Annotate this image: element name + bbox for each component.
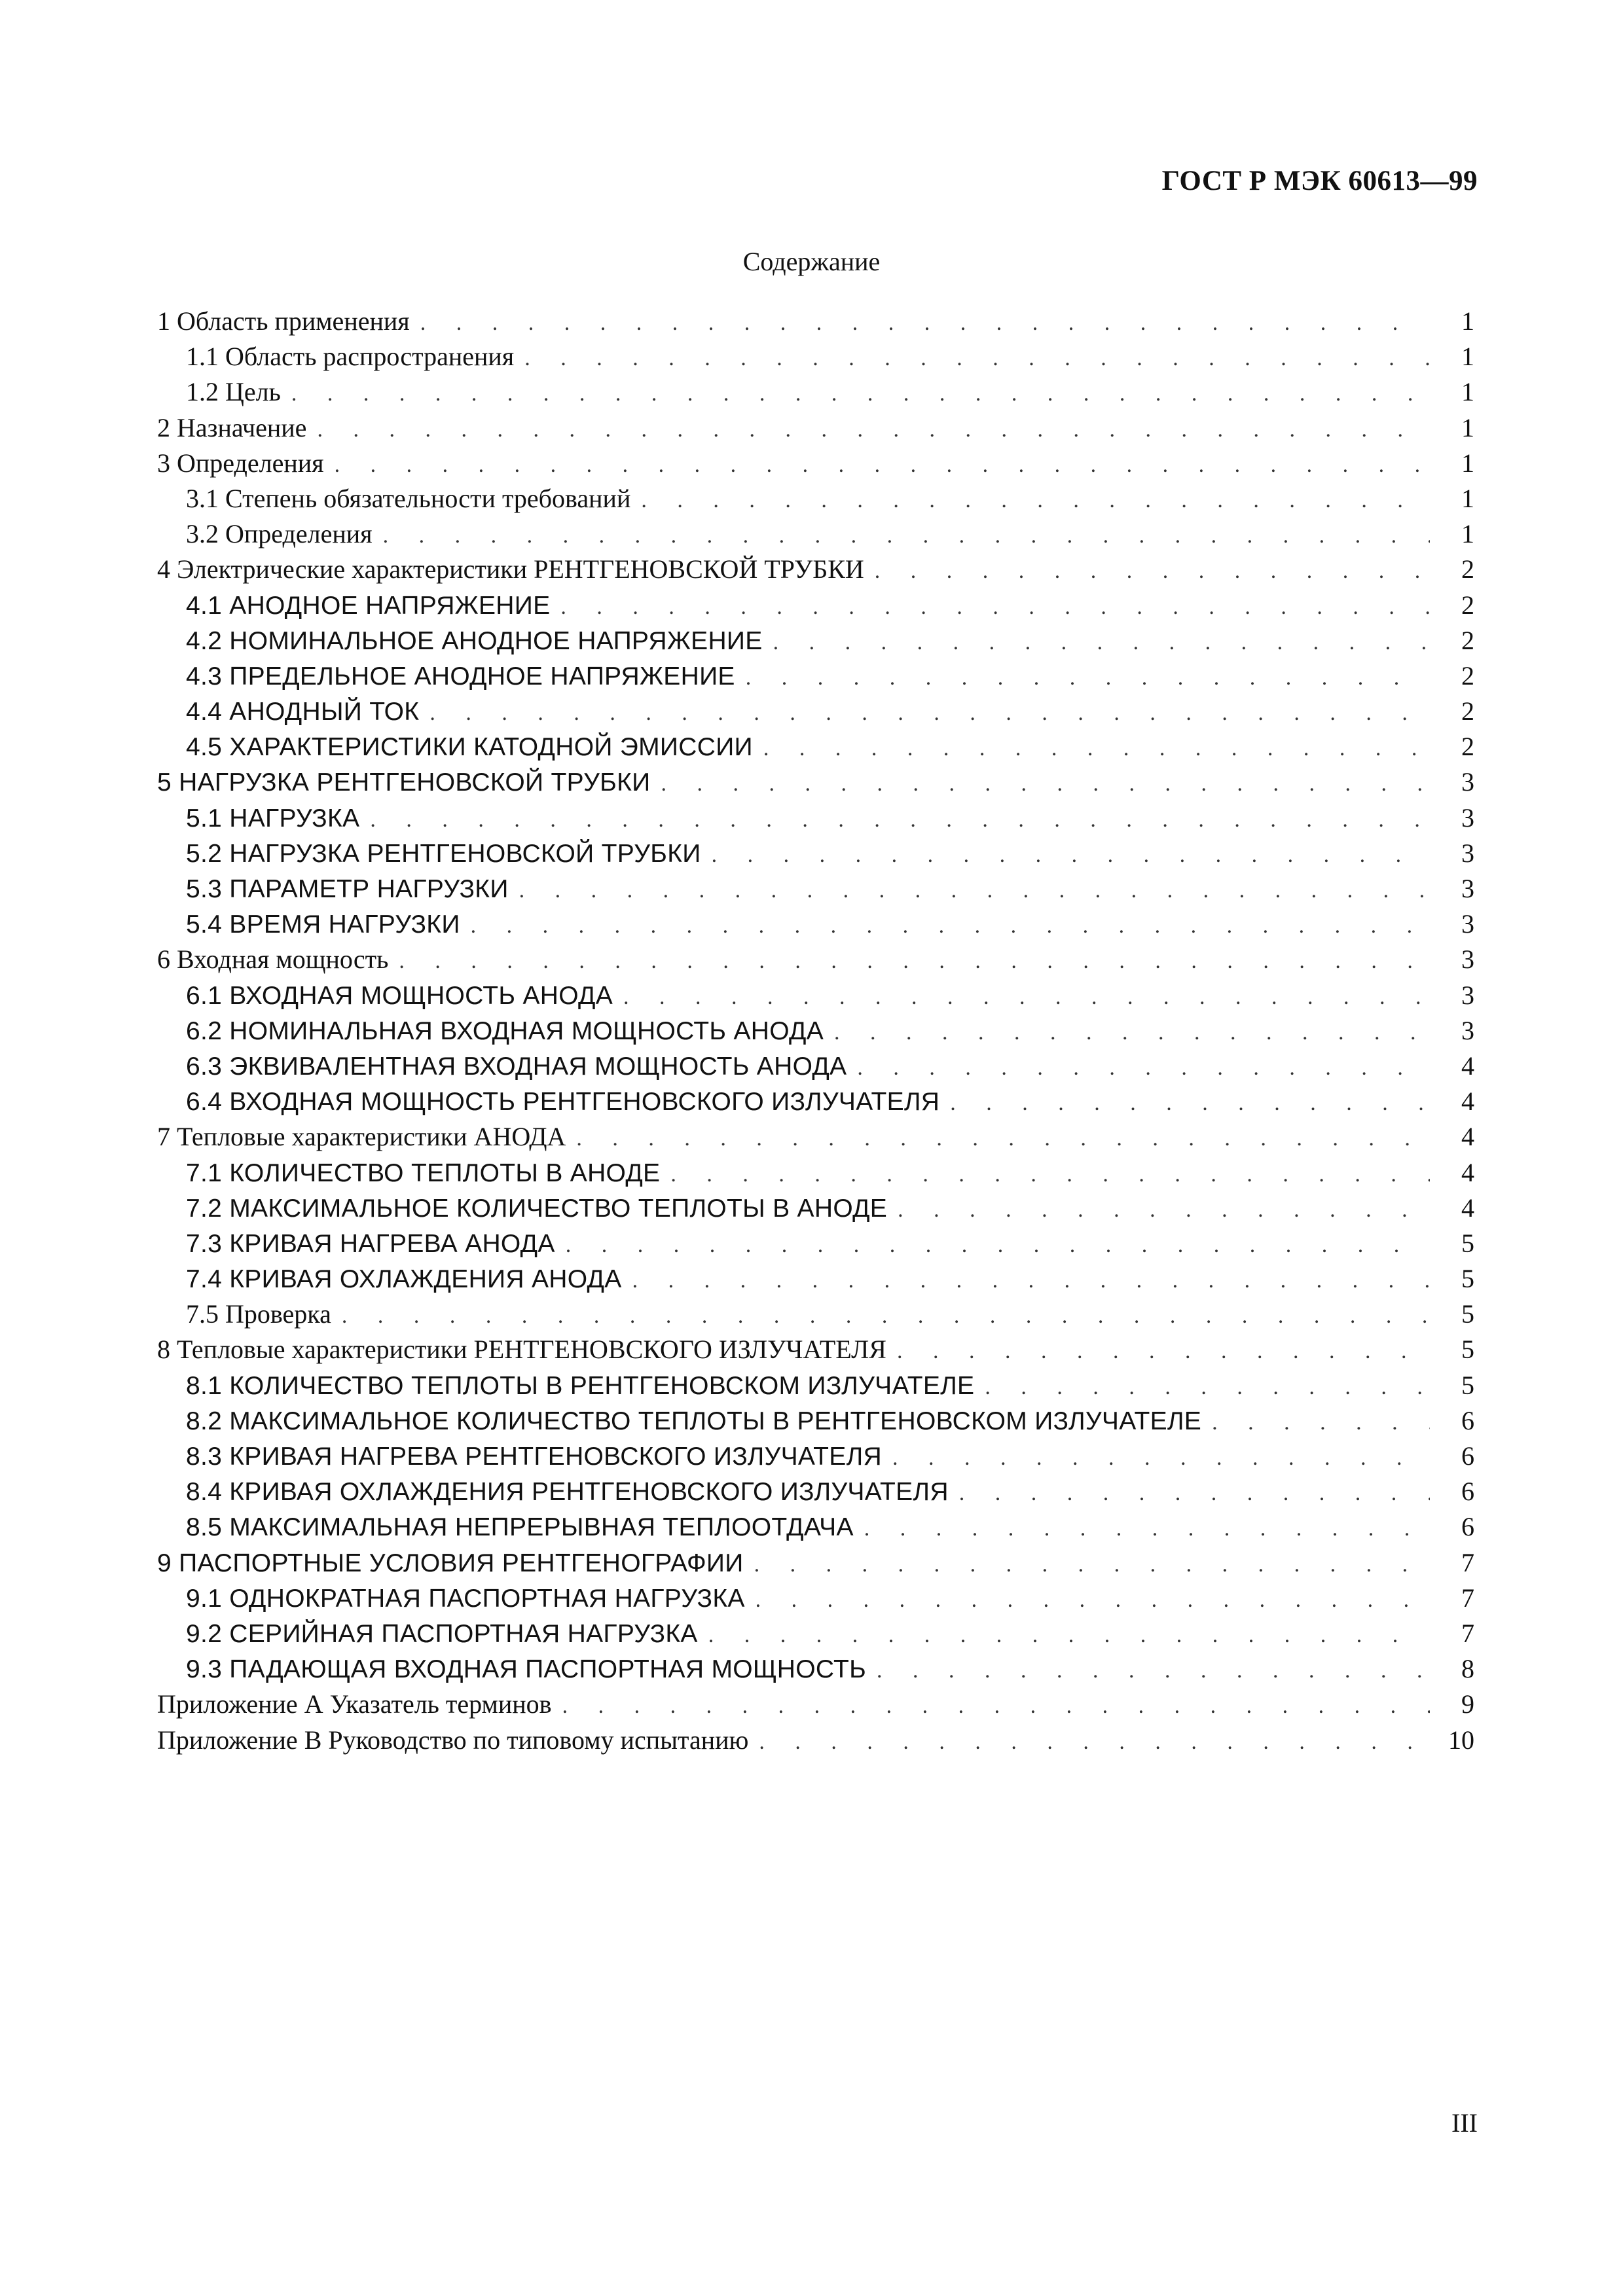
toc-entry-label: 5.4 ВРЕМЯ НАГРУЗКИ — [186, 910, 460, 939]
toc-dot-leader — [754, 1552, 1430, 1577]
toc-entry-page: 4 — [1461, 1122, 1474, 1152]
toc-dot-leader — [291, 382, 1430, 406]
toc-dot-leader — [746, 666, 1430, 691]
toc-entry[interactable] — [157, 1689, 1474, 1724]
toc-dot-leader — [576, 1126, 1430, 1151]
toc-entry[interactable] — [157, 1086, 1474, 1121]
toc-entry-page: 6 — [1461, 1477, 1474, 1507]
toc-entry-label: 8.5 МАКСИМАЛЬНАЯ НЕПРЕРЫВНАЯ ТЕПЛООТДАЧА — [186, 1513, 854, 1542]
toc-entry-label: 9.1 ОДНОКРАТНАЯ ПАСПОРТНАЯ НАГРУЗКА — [186, 1584, 745, 1613]
toc-entry-label: 8.4 КРИВАЯ ОХЛАЖДЕНИЯ РЕНТГЕНОВСКОГО ИЗЛУЧАТЕЛЯ — [186, 1478, 949, 1507]
toc-dot-leader — [1212, 1410, 1430, 1435]
toc-dot-leader — [897, 1339, 1430, 1364]
toc-dot-leader — [641, 488, 1430, 513]
toc-entry-label: 7.5 Проверка — [186, 1299, 331, 1329]
toc-dot-leader — [857, 1056, 1430, 1081]
toc-entry-label: 5 НАГРУЗКА РЕНТГЕНОВСКОЙ ТРУБКИ — [157, 768, 651, 797]
toc-entry-page: 1 — [1461, 448, 1474, 478]
toc-entry-page: 2 — [1461, 660, 1474, 691]
toc-entry-label: 4.3 ПРЕДЕЛЬНОЕ АНОДНОЕ НАПРЯЖЕНИЕ — [186, 662, 735, 691]
toc-dot-leader — [335, 453, 1430, 478]
toc-entry-page: 9 — [1461, 1689, 1474, 1719]
toc-dot-leader — [834, 1020, 1430, 1045]
toc-dot-leader — [383, 524, 1430, 548]
toc-entry-label: 4.5 ХАРАКТЕРИСТИКИ КАТОДНОЙ ЭМИССИИ — [186, 733, 753, 762]
toc-entry[interactable] — [157, 802, 1474, 838]
toc-dot-leader — [560, 595, 1430, 620]
toc-dot-leader — [420, 311, 1430, 336]
toc-entry-page: 1 — [1461, 412, 1474, 442]
toc-entry-page: 3 — [1461, 944, 1474, 975]
toc-dot-leader — [317, 418, 1430, 442]
toc-entry[interactable] — [157, 660, 1474, 696]
toc-entry[interactable] — [157, 1015, 1474, 1050]
toc-dot-leader — [763, 736, 1430, 761]
toc-entry-label: 8.2 МАКСИМАЛЬНОЕ КОЛИЧЕСТВО ТЕПЛОТЫ В РЕНТГЕНОВСКОМ ИЗЛУЧАТЕЛЕ — [186, 1407, 1202, 1435]
toc-entry-label: 7.3 КРИВАЯ НАГРЕВА АНОДА — [186, 1229, 555, 1258]
toc-entry-page: 4 — [1461, 1050, 1474, 1081]
toc-entry[interactable] — [157, 1157, 1474, 1193]
toc-entry-page: 6 — [1461, 1512, 1474, 1542]
toc-dot-leader — [471, 914, 1430, 939]
toc-entry-label: 3.2 Определения — [186, 519, 373, 549]
toc-dot-leader — [623, 985, 1430, 1010]
toc-entry[interactable] — [157, 448, 1474, 483]
toc-entry[interactable] — [157, 873, 1474, 908]
toc-dot-leader — [632, 1268, 1430, 1293]
toc-entry-page: 5 — [1461, 1299, 1474, 1329]
toc-entry[interactable] — [157, 944, 1474, 979]
toc-entry-page: 1 — [1461, 483, 1474, 513]
toc-entry[interactable] — [157, 1228, 1474, 1263]
toc-entry[interactable] — [157, 696, 1474, 731]
toc-entry-page: 2 — [1461, 696, 1474, 726]
toc-entry[interactable] — [157, 1263, 1474, 1299]
toc-entry-label: 7.4 КРИВАЯ ОХЛАЖДЕНИЯ АНОДА — [186, 1265, 622, 1294]
toc-entry-label: 4 Электрические характеристики РЕНТГЕНОВСКОЙ ТРУБКИ — [157, 554, 864, 584]
toc-entry[interactable] — [157, 1405, 1474, 1441]
toc-entry[interactable] — [157, 554, 1474, 589]
toc-entry[interactable] — [157, 1511, 1474, 1547]
toc-entry-label: 8.3 КРИВАЯ НАГРЕВА РЕНТГЕНОВСКОГО ИЗЛУЧАТЕЛЯ — [186, 1443, 882, 1471]
toc-entry-page: 3 — [1461, 909, 1474, 939]
toc-entry[interactable] — [157, 341, 1474, 376]
toc-dot-leader — [759, 1730, 1430, 1755]
toc-entry[interactable] — [157, 1547, 1474, 1583]
toc-entry[interactable] — [157, 838, 1474, 873]
toc-entry[interactable] — [157, 908, 1474, 944]
toc-entry-label: 8.1 КОЛИЧЕСТВО ТЕПЛОТЫ В РЕНТГЕНОВСКОМ ИЗЛУЧАТЕЛЕ — [186, 1371, 975, 1400]
toc-dot-leader — [756, 1588, 1430, 1613]
toc-entry-label: 6.4 ВХОДНАЯ МОЩНОСТЬ РЕНТГЕНОВСКОГО ИЗЛУЧАТЕЛЯ — [186, 1088, 940, 1117]
toc-entry-page: 5 — [1461, 1370, 1474, 1400]
toc-dot-leader — [898, 1198, 1430, 1223]
toc-entry-page: 3 — [1461, 802, 1474, 833]
toc-entry-label: 9.3 ПАДАЮЩАЯ ВХОДНАЯ ПАСПОРТНАЯ МОЩНОСТЬ — [186, 1655, 867, 1684]
toc-entry[interactable] — [157, 731, 1474, 766]
toc-entry-page: 7 — [1461, 1583, 1474, 1613]
toc-entry[interactable] — [157, 766, 1474, 802]
toc-entry-label: 4.4 АНОДНЫЙ ТОК — [186, 698, 420, 726]
toc-entry-label: 1 Область применения — [157, 306, 410, 336]
toc-entry-page: 1 — [1461, 519, 1474, 549]
toc-dot-leader — [562, 1694, 1430, 1719]
toc-entry-label: 7.2 МАКСИМАЛЬНОЕ КОЛИЧЕСТВО ТЕПЛОТЫ В АНОДЕ — [186, 1194, 888, 1223]
toc-entry[interactable] — [157, 1299, 1474, 1334]
toc-title: Содержание — [742, 247, 881, 276]
toc-entry-label: 8 Тепловые характеристики РЕНТГЕНОВСКОГО ИЗЛУЧАТЕЛЯ — [157, 1335, 886, 1365]
toc-entry[interactable] — [157, 1121, 1474, 1157]
toc-entry[interactable] — [157, 590, 1474, 625]
toc-entry-page: 4 — [1461, 1086, 1474, 1117]
toc-entry-page: 2 — [1461, 732, 1474, 762]
toc-entry[interactable] — [157, 1441, 1474, 1476]
toc-entry-page: 7 — [1461, 1618, 1474, 1648]
toc-dot-leader — [877, 1659, 1430, 1683]
toc-entry-label: 9 ПАСПОРТНЫЕ УСЛОВИЯ РЕНТГЕНОГРАФИИ — [157, 1549, 744, 1577]
toc-entry-page: 1 — [1461, 377, 1474, 407]
toc-entry-page: 2 — [1461, 554, 1474, 584]
toc-dot-leader — [519, 878, 1430, 903]
toc-entry-label: 7.1 КОЛИЧЕСТВО ТЕПЛОТЫ В АНОДЕ — [186, 1158, 661, 1187]
toc-entry-label: 6 Входная мощность — [157, 944, 389, 975]
toc-dot-leader — [892, 1446, 1430, 1471]
toc-entry[interactable] — [157, 412, 1474, 448]
toc-entry[interactable] — [157, 1618, 1474, 1653]
toc-entry[interactable] — [157, 625, 1474, 660]
toc-entry[interactable] — [157, 1653, 1474, 1689]
toc-entry-label: 1.1 Область распространения — [186, 342, 515, 372]
toc-entry[interactable] — [157, 518, 1474, 554]
toc-entry[interactable] — [157, 1476, 1474, 1511]
toc-entry[interactable] — [157, 1193, 1474, 1228]
toc-entry[interactable] — [157, 1725, 1474, 1760]
toc-entry-label: 5.3 ПАРАМЕТР НАГРУЗКИ — [186, 875, 509, 903]
document-code: ГОСТ Р МЭК 60613—99 — [1161, 166, 1478, 196]
toc-entry-label: 3.1 Степень обязательности требований — [186, 483, 631, 513]
toc-entry-label: 5.1 НАГРУЗКА — [186, 804, 360, 833]
toc-entry-page: 8 — [1461, 1654, 1474, 1684]
toc-entry-label: 6.1 ВХОДНАЯ МОЩНОСТЬ АНОДА — [186, 981, 613, 1010]
toc-entry-label: 6.2 НОМИНАЛЬНАЯ ВХОДНАЯ МОЩНОСТЬ АНОДА — [186, 1016, 824, 1045]
toc-entry[interactable] — [157, 1334, 1474, 1369]
toc-dot-leader — [864, 1516, 1430, 1541]
toc-dot-leader — [712, 843, 1430, 868]
toc-entry-label: 6.3 ЭКВИВАЛЕНТНАЯ ВХОДНАЯ МОЩНОСТЬ АНОДА — [186, 1052, 847, 1081]
toc-entry-label: Приложение В Руководство по типовому испытанию — [157, 1725, 749, 1755]
toc-entry-label: 9.2 СЕРИЙНАЯ ПАСПОРТНАЯ НАГРУЗКА — [186, 1619, 698, 1648]
toc-entry-label: Приложение А Указатель терминов — [157, 1689, 552, 1719]
toc-entry-page: 2 — [1461, 625, 1474, 655]
toc-dot-leader — [985, 1375, 1430, 1400]
toc-dot-leader — [959, 1481, 1430, 1506]
toc-entry-page: 3 — [1461, 767, 1474, 797]
toc-entry-page: 1 — [1461, 342, 1474, 372]
toc-entry-page: 10 — [1448, 1725, 1474, 1755]
toc-entry-page: 5 — [1461, 1335, 1474, 1365]
toc-entry[interactable] — [157, 1050, 1474, 1086]
toc-entry[interactable] — [157, 1583, 1474, 1618]
table-of-contents — [157, 306, 1474, 1760]
toc-entry-page: 6 — [1461, 1441, 1474, 1471]
toc-entry-page: 7 — [1461, 1547, 1474, 1577]
page-number: III — [1451, 2108, 1478, 2138]
toc-entry-page: 6 — [1461, 1405, 1474, 1435]
toc-dot-leader — [773, 630, 1430, 655]
toc-entry-page: 5 — [1461, 1264, 1474, 1294]
toc-entry-page: 3 — [1461, 874, 1474, 903]
toc-dot-leader — [875, 559, 1430, 584]
toc-entry-label: 7 Тепловые характеристики АНОДА — [157, 1122, 566, 1152]
toc-dot-leader — [950, 1091, 1430, 1116]
toc-entry[interactable] — [157, 306, 1474, 341]
toc-entry-page: 3 — [1461, 1015, 1474, 1045]
toc-entry-page: 3 — [1461, 980, 1474, 1010]
toc-dot-leader — [342, 1304, 1430, 1329]
toc-entry-page: 2 — [1461, 590, 1474, 620]
toc-entry[interactable] — [157, 1370, 1474, 1405]
toc-dot-leader — [399, 949, 1430, 974]
toc-entry-label: 5.2 НАГРУЗКА РЕНТГЕНОВСКОЙ ТРУБКИ — [186, 839, 701, 868]
toc-entry-label: 2 Назначение — [157, 412, 307, 442]
toc-entry-label: 4.1 АНОДНОЕ НАПРЯЖЕНИЕ — [186, 591, 551, 620]
toc-entry-page: 3 — [1461, 838, 1474, 868]
toc-entry[interactable] — [157, 376, 1474, 412]
toc-entry-page: 5 — [1461, 1228, 1474, 1258]
toc-entry-label: 3 Определения — [157, 448, 324, 478]
toc-entry-page: 4 — [1461, 1193, 1474, 1223]
toc-entry-page: 1 — [1461, 306, 1474, 336]
toc-entry-label: 1.2 Цель — [186, 377, 281, 407]
toc-entry[interactable] — [157, 980, 1474, 1015]
toc-dot-leader — [661, 772, 1430, 797]
toc-entry-page: 4 — [1461, 1157, 1474, 1187]
toc-entry[interactable] — [157, 483, 1474, 518]
toc-dot-leader — [708, 1623, 1430, 1648]
toc-entry-label: 4.2 НОМИНАЛЬНОЕ АНОДНОЕ НАПРЯЖЕНИЕ — [186, 626, 763, 655]
toc-dot-leader — [370, 808, 1430, 833]
toc-dot-leader — [524, 346, 1430, 371]
toc-dot-leader — [670, 1162, 1430, 1187]
toc-dot-leader — [429, 701, 1430, 726]
toc-dot-leader — [566, 1233, 1430, 1258]
